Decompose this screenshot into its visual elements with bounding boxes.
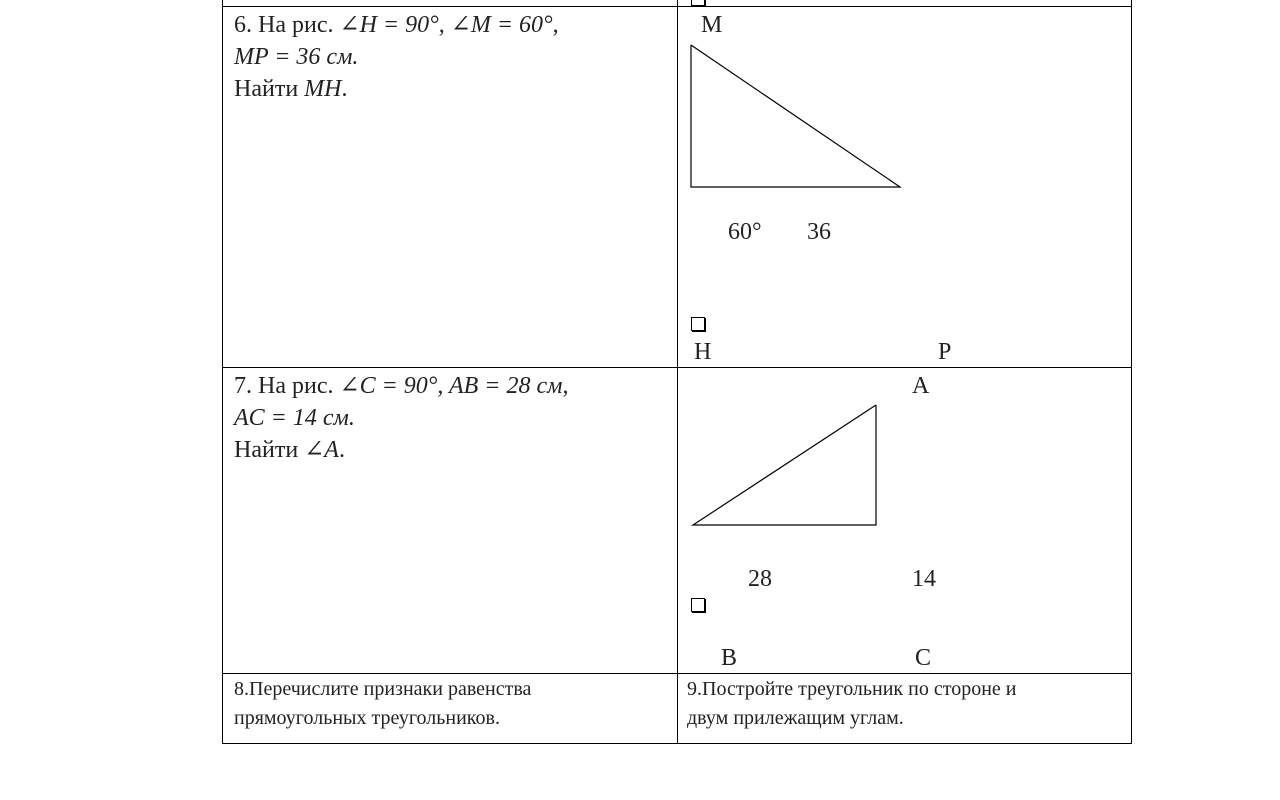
task9-line2: двум прилежащим углам. bbox=[687, 707, 904, 729]
task6-vertex-h: H bbox=[694, 339, 712, 365]
task7-given-1: ∠C = 90°, AB = 28 см, bbox=[339, 373, 569, 399]
task8-line2: прямоугольных треугольников. bbox=[234, 707, 500, 729]
task6-number: 6. bbox=[234, 12, 252, 38]
task6-side-label: 36 bbox=[807, 219, 831, 245]
task9-line1: 9.Постройте треугольник по стороне и bbox=[687, 678, 1017, 700]
task9-text bbox=[687, 675, 1017, 733]
task7-vertex-b: B bbox=[721, 645, 738, 671]
task8-line1: 8.Перечислите признаки равенства bbox=[234, 678, 532, 700]
task6-given-side: MP = 36 см. bbox=[234, 44, 359, 70]
task6-angle-label: 60° bbox=[728, 219, 762, 245]
task7-find-lead: Найти bbox=[234, 437, 305, 463]
task6-find-lead: Найти bbox=[234, 76, 305, 102]
task7-vertex-c: C bbox=[915, 645, 932, 671]
task6-lead: На рис. bbox=[252, 12, 340, 38]
task7-side-label-28: 28 bbox=[748, 566, 772, 592]
task7-side-label-14: 14 bbox=[912, 566, 936, 592]
task8-text bbox=[234, 675, 531, 733]
task6-find-tail: . bbox=[341, 76, 348, 102]
task7-find-target: ∠A bbox=[304, 437, 339, 463]
task7-find-tail: . bbox=[338, 437, 345, 463]
task7-number: 7. bbox=[234, 373, 252, 399]
task6-vertex-p: P bbox=[938, 339, 952, 365]
task6-vertex-m: M bbox=[701, 12, 723, 38]
task6-find-target: MH bbox=[304, 76, 342, 102]
task6-given-angles: ∠H = 90°, ∠M = 60°, bbox=[339, 12, 559, 38]
task7-lead: На рис. bbox=[252, 373, 340, 399]
task7-vertex-a: A bbox=[912, 373, 930, 399]
task7-given-2: AC = 14 см. bbox=[234, 405, 355, 431]
task7-right-angle-marker bbox=[691, 598, 705, 612]
